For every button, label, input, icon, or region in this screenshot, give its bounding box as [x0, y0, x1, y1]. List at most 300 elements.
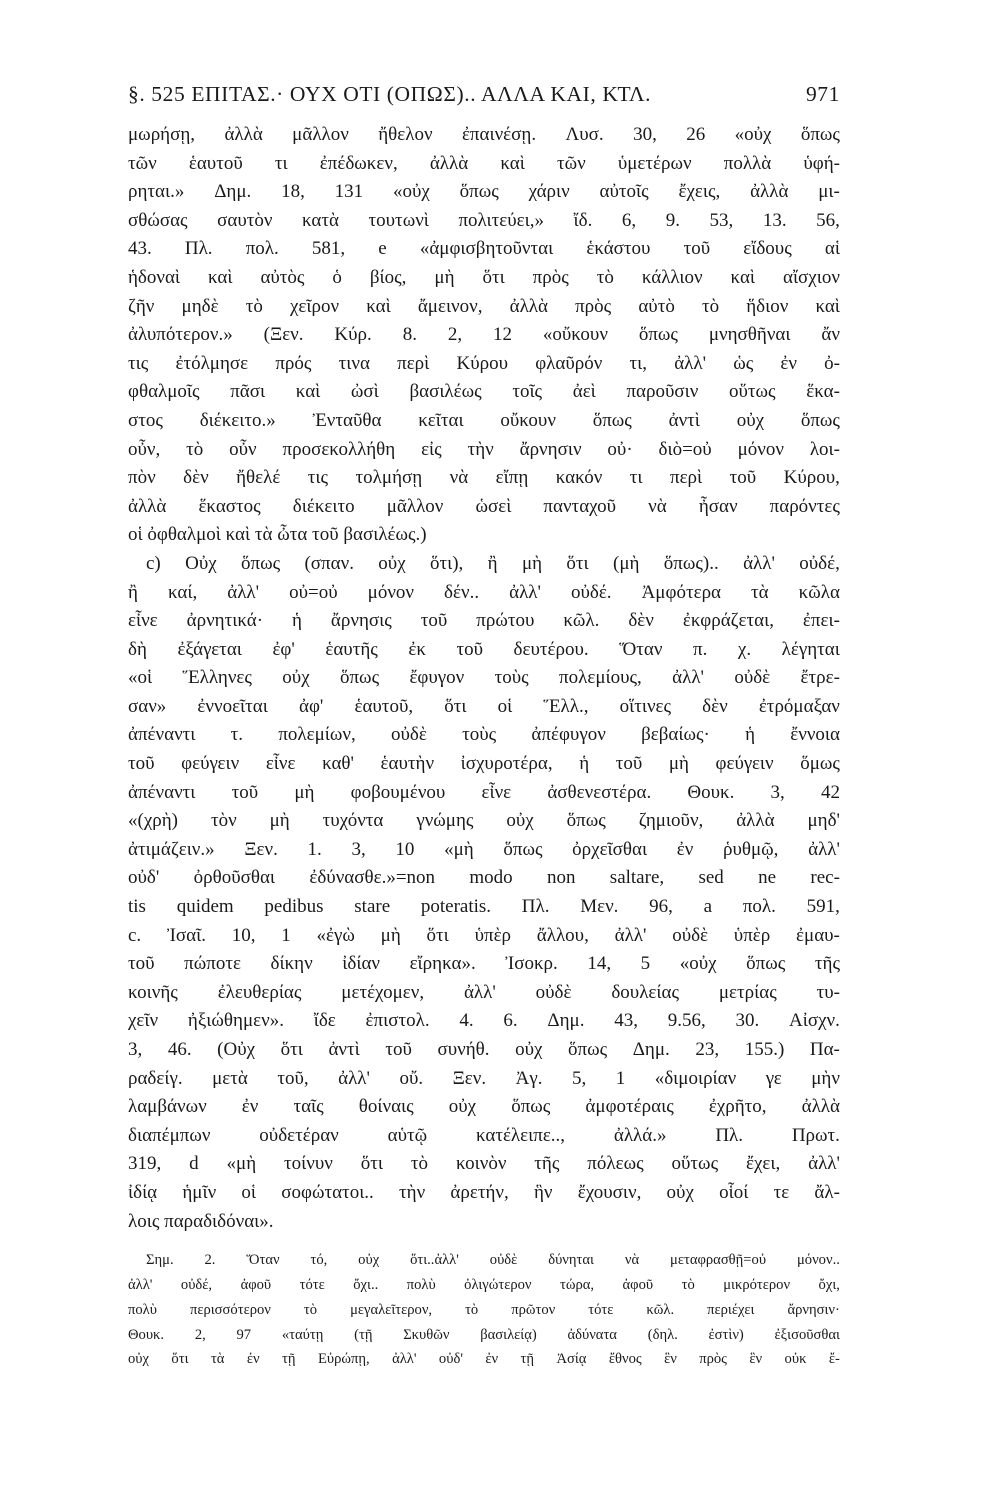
word: δέν.. [444, 581, 480, 603]
word: ἐκφράζεται, [682, 610, 774, 632]
word: ἄν [821, 324, 840, 346]
text-line [128, 464, 840, 493]
word: μόνον [737, 438, 784, 460]
word: τότε [299, 1276, 325, 1293]
word: Δημ. [547, 1010, 585, 1032]
word: μωρήσῃ, [128, 124, 196, 145]
word: ὅτι [280, 1039, 303, 1060]
word: τοὺς [462, 724, 497, 746]
word: χάριν [528, 181, 570, 203]
word: ὅτι [171, 1351, 189, 1368]
word: 1. [307, 838, 322, 860]
word: τὸ [410, 1153, 429, 1175]
word: ὅτι [444, 695, 467, 717]
word: κατὰ [302, 209, 339, 231]
text-line [128, 607, 840, 636]
word: νὰ [449, 467, 469, 489]
word: μὴ [521, 552, 543, 574]
text-line [128, 693, 840, 722]
word: 96, [649, 896, 673, 918]
word: ἔτρε- [800, 667, 840, 689]
word: περὶ [669, 467, 703, 489]
word: καὶ [208, 266, 233, 288]
word: Κύρου, [783, 467, 840, 489]
word: ὅτι [482, 266, 505, 288]
text-line: λοις παραδιδόναι». [128, 1210, 274, 1232]
word: αὐτὸ [638, 295, 675, 317]
word: 8. [402, 324, 417, 346]
word: Ξεν. [452, 1067, 487, 1089]
word: ὅπως [800, 409, 840, 431]
word: τ. [230, 724, 244, 746]
word: ὅπως [800, 124, 840, 145]
word: ne [758, 867, 777, 889]
word: ὅπως [241, 552, 281, 574]
word: ὡσεὶ [475, 495, 512, 517]
word: non [546, 867, 576, 889]
word: πολὺ [128, 1301, 157, 1318]
text-line [128, 178, 840, 207]
word: δύνηται [548, 1252, 594, 1269]
word: Αἰσχν. [789, 1010, 840, 1032]
word: ἴδε [313, 1010, 336, 1032]
word: ἑαυτῆς [325, 638, 378, 660]
word: μὴ [380, 924, 401, 946]
word: πώποτε [184, 953, 241, 975]
text-line [128, 436, 840, 465]
word: ἄλ- [814, 1181, 840, 1203]
word: τολμήσῃ [355, 467, 423, 489]
word: σαυτὸν [217, 209, 273, 231]
body-text [128, 121, 840, 1236]
word: ἐπέδωκεν, [319, 152, 398, 174]
word: 30. [735, 1010, 760, 1032]
word: modo [469, 867, 513, 889]
word: τῇ [282, 1351, 296, 1368]
word: ἀσθενεστέρα. [547, 781, 652, 803]
word: Θουκ. [128, 1326, 165, 1343]
word: Ὅταν [246, 1252, 280, 1269]
word: 1 [615, 1067, 626, 1089]
text-line [128, 1093, 840, 1122]
word: τις [307, 467, 329, 489]
word: ἔχεις, [678, 181, 721, 203]
word: εἰς [421, 438, 442, 460]
word: καὶ [500, 152, 525, 174]
word: ἡμῖν [182, 1181, 217, 1203]
word: 6, [621, 209, 637, 231]
word: (Οὐχ [217, 1039, 256, 1060]
text-line [128, 807, 840, 836]
word: οὕτως [671, 1153, 719, 1175]
word: ἐχρῆτο, [708, 1096, 767, 1118]
word: δευτέρου. [513, 638, 589, 660]
word: 46. [167, 1039, 192, 1060]
word: εἶνε [481, 781, 512, 803]
word: τοῦ [128, 953, 155, 975]
word: χ. [737, 638, 752, 660]
word: κεῖται [418, 409, 464, 431]
word: ὅπως [511, 1096, 551, 1118]
word: Πρωτ. [791, 1124, 840, 1146]
text-line [128, 121, 840, 150]
word: τι [274, 152, 288, 174]
word: ἰδίᾳ [128, 1181, 158, 1203]
word: στος [128, 409, 163, 431]
word: οὐκ [784, 1351, 807, 1368]
word: καὶ [815, 295, 840, 317]
word: οὐδὲ [489, 1252, 518, 1269]
word: ἀπέναντι [128, 781, 196, 803]
word: τοῦ [729, 467, 757, 489]
word: τι, [629, 352, 647, 374]
word: προσεκολλήθη [282, 438, 396, 460]
word: μᾶλλον [292, 124, 349, 145]
word: οὐχ [378, 552, 406, 574]
word: ἐτρόμαξαν [758, 695, 840, 717]
text-line [128, 350, 840, 379]
word: ἀλλ' [743, 552, 775, 574]
word: οὐχ [358, 1252, 380, 1269]
word: ἐμαυ- [796, 924, 840, 946]
word: ἀλλ' [674, 352, 706, 374]
word: καὶ [295, 381, 321, 403]
word: οὐχ [666, 1181, 694, 1203]
word: Ἰσαῖ. [166, 924, 206, 946]
word: τυχόντα [322, 810, 384, 832]
word: ἐτόλμησε [175, 352, 249, 374]
word: ταῖς [293, 1096, 324, 1118]
word: 591, [806, 896, 840, 918]
word: ὡς [733, 352, 754, 374]
word: ἔθνος [608, 1351, 642, 1368]
text-line [128, 636, 840, 665]
word: ὑμετέρων [617, 152, 692, 174]
word: οὐδὲ [734, 667, 771, 689]
word: οἱ [497, 695, 513, 717]
word: ὠσὶ [350, 381, 379, 403]
word: φλαῦρόν [535, 352, 603, 374]
word: τοῦ [456, 638, 483, 660]
word: οὐχ [506, 810, 534, 832]
word: ἄρνησιν· [787, 1301, 840, 1318]
word: Μεν. [580, 896, 619, 918]
word: τοίνυν [284, 1153, 333, 1175]
word: ἣν [533, 1181, 553, 1203]
word: οἱ [241, 1181, 257, 1203]
word: ὅτι..ἀλλ' [410, 1252, 459, 1269]
word: ὑπὲρ [733, 924, 771, 946]
text-line [128, 721, 840, 750]
word: καί, [167, 581, 198, 603]
word: Δημ. [632, 1039, 670, 1060]
word: ἀλλ' [392, 1351, 417, 1368]
word: ἀλλὰ [224, 124, 263, 145]
word: ἔφυγον [409, 667, 465, 689]
word: τῆς [534, 1153, 560, 1175]
word: 14, [587, 953, 612, 975]
word: 9.56, [667, 1010, 706, 1032]
word: ἐξάγεται [177, 638, 242, 660]
word: χεῖρον [289, 295, 340, 317]
word: ὀλιγώτερον [464, 1276, 532, 1293]
word: τὸ [303, 1301, 318, 1318]
word: 5, [571, 1067, 587, 1089]
word: ἀλυπότερον.» [128, 324, 233, 346]
word: ἓν [749, 1351, 763, 1368]
word: ἐστὶν) [708, 1326, 744, 1343]
word: ραδείγ. [128, 1067, 183, 1089]
word: φθαλμοῖς [128, 381, 200, 403]
word: ἐν [676, 838, 694, 860]
text-line [128, 893, 840, 922]
word: poteratis. [420, 896, 492, 918]
word: sed [698, 867, 724, 889]
word: καὶ [730, 266, 756, 288]
word: 155.) [744, 1039, 785, 1060]
word: μικρότερον [723, 1276, 791, 1293]
text-line [128, 864, 840, 893]
word: εἴδους [743, 238, 792, 260]
footnote-line [128, 1273, 840, 1298]
word: οὐδὲ [672, 924, 709, 946]
word: καθ' [322, 753, 354, 775]
word: «οὐχ [734, 124, 772, 145]
book-page [128, 82, 840, 1372]
word: γε [765, 1067, 782, 1089]
word: μνησθῆναι [708, 324, 791, 346]
word: ὅπως [592, 409, 632, 431]
word: ἡ [745, 724, 755, 746]
word: 56, [816, 209, 840, 231]
word: ἀλλὰ [801, 1096, 840, 1118]
text-line [128, 922, 840, 951]
word: τῇ [520, 1351, 535, 1368]
word: τοῦ [128, 753, 155, 775]
word: οὐχ [128, 1351, 149, 1368]
word: βίος, [369, 266, 407, 288]
word: ἥδιον [746, 295, 789, 317]
word: χεῖν [128, 1010, 159, 1032]
word: stare [354, 896, 391, 918]
word: οἵτινες [619, 695, 672, 717]
word: ἢ [128, 581, 138, 603]
word: τό, [310, 1252, 328, 1269]
footnote-line [128, 1298, 840, 1323]
word: οὐδὲ [535, 981, 572, 1003]
word: κῶλ. [646, 1301, 675, 1318]
word: τε [773, 1181, 790, 1203]
word: Ἀμφότερα [641, 581, 722, 603]
word: πολ. [742, 896, 776, 918]
word: 10, [231, 924, 256, 946]
word: ἐπαινέσῃ. [461, 124, 537, 145]
word: Ξεν. [244, 838, 278, 860]
word: 2. [204, 1252, 216, 1269]
word: διέκειτο.» [199, 409, 276, 431]
word: 10 [395, 838, 415, 860]
word: οὐδ' [438, 1351, 463, 1368]
word: τοῦ [683, 238, 711, 260]
word: ἀτιμάζειν.» [128, 838, 215, 860]
word: ἀλλὰ [509, 295, 548, 317]
word: τὸ [701, 295, 720, 317]
word: «ἀμφισβητοῦνται [419, 238, 554, 260]
word: μετέχομεν, [341, 981, 425, 1003]
word: οὔκουν [500, 409, 556, 431]
word: «οὐχ [392, 181, 430, 203]
word: οὐδέ, [799, 552, 840, 574]
word: ἀλλ' [672, 667, 704, 689]
word: ἀμφοτέραις [585, 1096, 674, 1118]
word: τουτωνὶ [368, 209, 429, 231]
word: βασιλείᾳ) [480, 1326, 537, 1343]
word: 23, [695, 1039, 720, 1060]
word: ὅπως).. [663, 552, 719, 574]
word: οὐχ [736, 409, 765, 431]
word: Δημ. [214, 181, 252, 203]
word: φεύγειν [181, 753, 240, 775]
word: (μὴ [613, 552, 640, 574]
word: 581, [311, 238, 346, 260]
word: ἀντὶ [668, 409, 700, 431]
word: Οὐχ [185, 552, 217, 574]
word: μεγαλεῖτερον, [350, 1301, 433, 1318]
word: δουλείας [611, 981, 679, 1003]
word: ἀντὶ [328, 1039, 360, 1060]
word: ἤθελέ [236, 467, 281, 489]
footnote-line [128, 1323, 840, 1348]
word: μὴ [294, 781, 315, 803]
word: κοινῆς [128, 981, 178, 1003]
word: ἀφ' [299, 695, 324, 717]
word: Εὐρώπῃ, [317, 1351, 370, 1368]
word: ἢ [487, 552, 498, 574]
word: κῶλα [798, 581, 840, 603]
word: Ὅταν [619, 638, 663, 660]
word: «οἱ [128, 667, 153, 689]
text-line [128, 493, 840, 522]
word: εἴρηκα». [409, 953, 476, 975]
word: ἑκάστου [586, 238, 651, 260]
page-number: 971 [805, 82, 840, 106]
word: ἦσαν [698, 495, 738, 517]
word: οὐδετέραν [259, 1124, 339, 1146]
word: πολεμίων, [278, 724, 356, 746]
word: 26 [686, 124, 706, 145]
word: εἶνε [128, 610, 158, 632]
word: δὲν [183, 467, 209, 489]
word: βασιλέως [409, 381, 482, 403]
word: πόλεως [587, 1153, 644, 1175]
word: περιέχει [707, 1301, 755, 1318]
text-line [128, 779, 840, 808]
word: λαμβάνων [128, 1096, 207, 1118]
word: παροῦσιν [626, 381, 699, 403]
word: φοβουμένου [350, 781, 446, 803]
word: ἀλλὰ [128, 495, 167, 517]
word: ὅπως [339, 667, 380, 689]
text-line [128, 1122, 840, 1151]
word: αὑτῷ [387, 1124, 428, 1146]
word: τὸ [681, 1276, 695, 1293]
word: «οὔκουν [542, 324, 608, 346]
word: 3, [128, 1039, 143, 1060]
word: ἐξισοῦσθαι [774, 1326, 840, 1343]
word: 97 [236, 1326, 252, 1343]
word: 30, [633, 124, 657, 145]
footnote [128, 1248, 840, 1372]
word: ὅτι [426, 924, 449, 946]
word: «μὴ [226, 1153, 257, 1175]
word: 43. [128, 238, 152, 260]
word: 13. [762, 209, 787, 231]
word: οὐδ' [128, 867, 160, 889]
word: τώρα, [559, 1276, 595, 1293]
word: τὴν [467, 438, 494, 460]
word: 1 [281, 924, 291, 946]
word: τὰ [210, 1351, 225, 1368]
word: ἔ- [828, 1351, 840, 1368]
word: «διμοιρίαν [654, 1067, 737, 1089]
word: 4. [459, 1010, 474, 1032]
word: ὑφή- [803, 152, 840, 174]
word: Ἐνταῦθα [312, 409, 382, 431]
word: περισσότερον [189, 1301, 271, 1318]
word: 53, [709, 209, 734, 231]
word: ὄχι, [818, 1276, 840, 1293]
word: 3, [351, 838, 366, 860]
word: 6. [503, 1010, 518, 1032]
word: Ἕλλ., [543, 695, 589, 717]
word: σοφώτατοι.. [281, 1181, 374, 1203]
word: ἀλλ' [808, 1153, 840, 1175]
word: μὴ [434, 266, 455, 288]
text-line [128, 1179, 840, 1208]
word: 2, [194, 1326, 206, 1343]
word: rec- [810, 867, 840, 889]
word: πρὸς [699, 1351, 727, 1368]
word: μετρίας [718, 981, 777, 1003]
word: αὐτοῖς [599, 181, 649, 203]
word: οὐχ [515, 1039, 543, 1060]
text-line [128, 378, 840, 407]
word: ἔχουσιν, [577, 1181, 642, 1203]
text-line [128, 979, 840, 1008]
word: ἄρνησιν [519, 438, 582, 460]
word: τοῖς [512, 381, 543, 403]
word: Πλ. [521, 896, 550, 918]
word: ἑαυτοῦ, [354, 695, 414, 717]
word: οὐ=οὐ [289, 581, 338, 603]
word: μᾶλλον [386, 495, 444, 517]
word: ὅπως [746, 953, 786, 975]
word: ὑπὲρ [474, 924, 512, 946]
word: πολεμίους, [559, 667, 642, 689]
word: μεταφρασθῇ=οὐ [670, 1252, 767, 1269]
word: Ἀγ. [515, 1067, 543, 1089]
word: δὴ [128, 638, 147, 660]
text-line [128, 293, 840, 322]
word: τῆς [814, 953, 840, 975]
word: Σημ. [146, 1252, 174, 1269]
word: πὸν [128, 467, 156, 489]
word: ἠξιώθημεν». [187, 1010, 284, 1032]
word: τὸ [186, 438, 204, 460]
word: ἀπέναντι [128, 724, 196, 746]
word: ἀρετήν, [450, 1181, 509, 1203]
word: ἀλλ' [614, 924, 647, 946]
